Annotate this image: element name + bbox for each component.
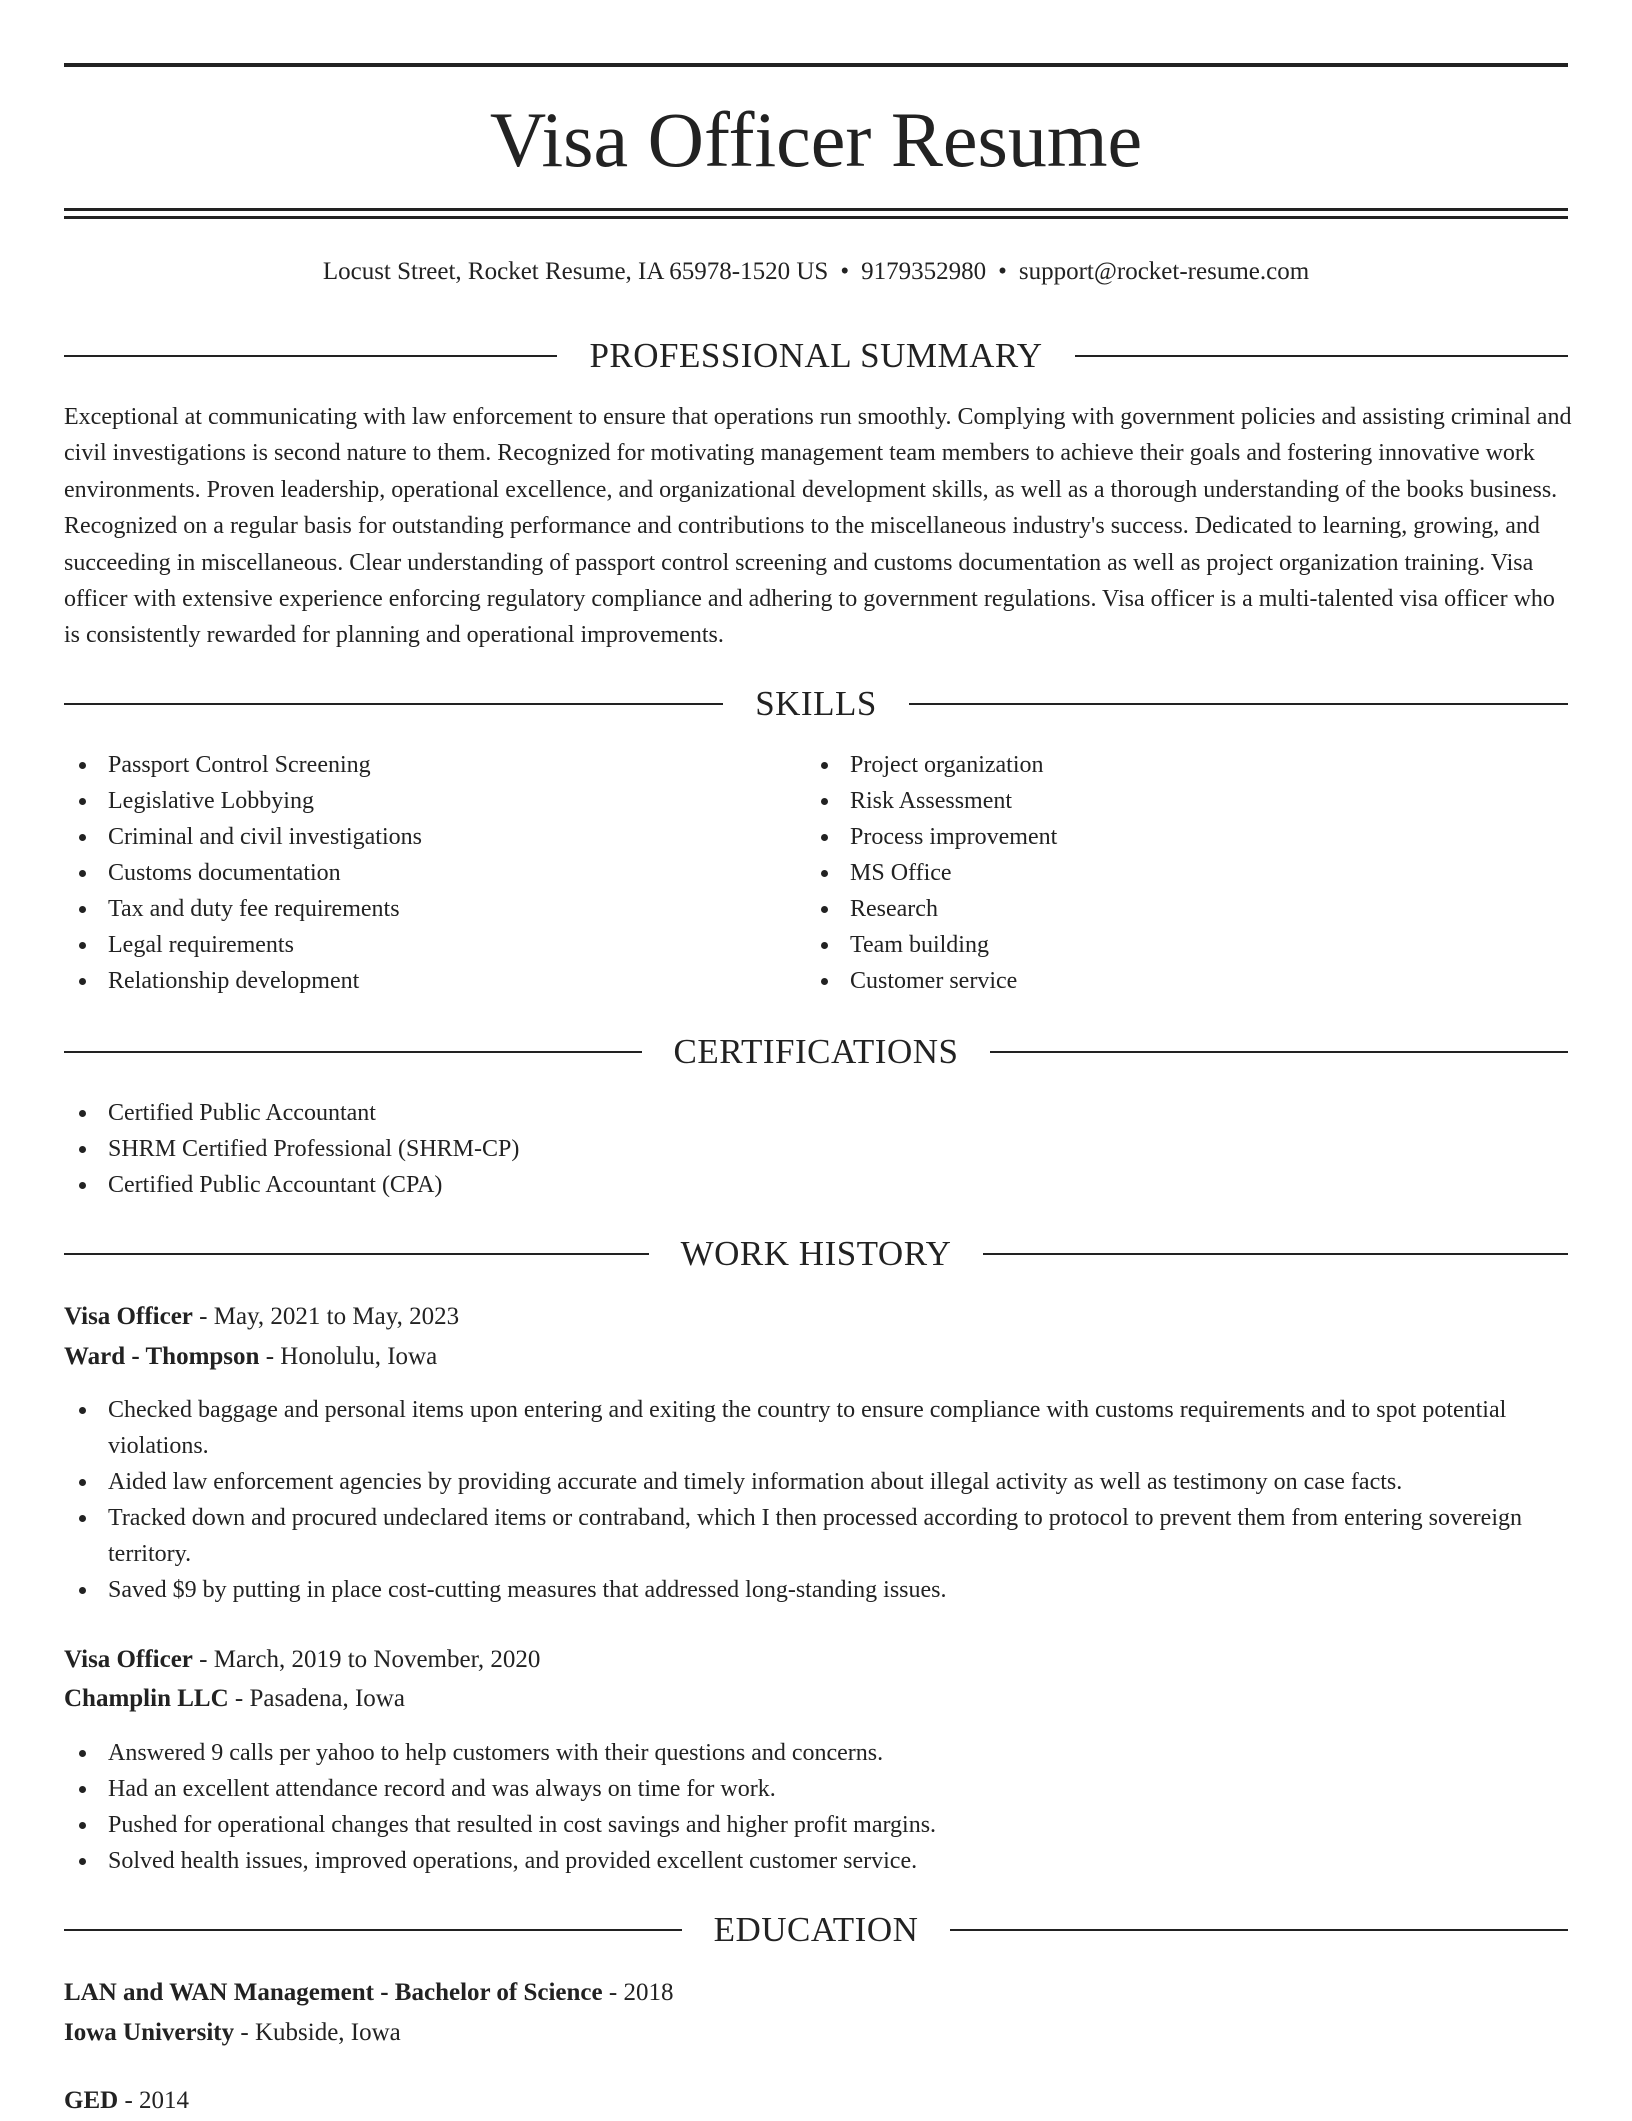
skill-item: Risk Assessment [806,783,1506,819]
job-duty-item: Pushed for operational changes that resulted in cost savings and higher profit margins. [64,1807,1574,1843]
skill-item: Relationship development [64,963,764,999]
contact-address: Locust Street, Rocket Resume, IA 65978-1520 US [322,258,829,285]
education-school: Iowa University [64,2019,235,2046]
job-duty-item: Saved $9 by putting in place cost-cutting measures that addressed long-standing issues. [64,1572,1574,1608]
education-year: - 2014 [118,2087,190,2114]
certification-item: Certified Public Accountant [64,1095,1464,1131]
skill-item: Legislative Lobbying [64,783,764,819]
job-location: - Pasadena, Iowa [228,1685,405,1712]
section-header-skills [64,679,1568,729]
section-title: EDUCATION [713,1910,919,1949]
certifications-list [64,1095,1464,1203]
contact-separator: • [840,258,850,285]
header-top-rule [64,63,1568,67]
job-title-line [64,1640,540,1680]
job-dates: - March, 2019 to November, 2020 [192,1646,541,1673]
certification-item: Certified Public Accountant (CPA) [64,1167,1464,1203]
section-rule [64,355,557,357]
job-title: Visa Officer [64,1646,193,1673]
section-rule [983,1253,1568,1255]
skill-item: Team building [806,927,1506,963]
skill-item: MS Office [806,855,1506,891]
section-rule [64,1929,682,1931]
section-title: SKILLS [755,684,877,723]
education-location: - Kubside, Iowa [234,2019,401,2046]
section-header-work-history [64,1229,1568,1279]
job-company: Champlin LLC [64,1685,229,1712]
section-rule [1075,355,1568,357]
skill-item: Project organization [806,747,1506,783]
section-title: PROFESSIONAL SUMMARY [589,336,1043,375]
skill-item: Customer service [806,963,1506,999]
resume-title: Visa Officer Resume [489,96,1143,183]
education-school-line [64,2013,401,2053]
section-title: WORK HISTORY [680,1234,952,1273]
job-title: Visa Officer [64,1303,193,1330]
job-title-line [64,1297,459,1337]
education-year: - 2018 [602,1979,674,2006]
skill-item: Criminal and civil investigations [64,819,764,855]
section-rule [64,1051,642,1053]
section-header-summary [64,331,1568,381]
job-duty-item: Answered 9 calls per yahoo to help customers with their questions and concerns. [64,1735,1574,1771]
job-company-line [64,1679,405,1719]
skills-list-left [64,747,764,999]
skill-item: Passport Control Screening [64,747,764,783]
job-location: - Honolulu, Iowa [259,1343,438,1370]
contact-line [0,255,1632,289]
summary-text: Exceptional at communicating with law enforcement to ensure that operations run smoothly. Complying with government policies and assisting criminal and civil investigations is second nature to them. Recognized for motivating management team members to achieve their goals and fostering innovative work environments. Proven leadership, operational excellence, and organizational development skills, as well as a thorough understanding of the books business. Recognized on a regular basis for outstanding performance and contributions to the miscellaneous industry's success. Dedicated to learning, growing, and succeeding in miscellaneous. Clear understanding of passport control screening and customs documentation as well as project organization training. Visa officer with extensive experience enforcing regulatory compliance and adhering to government regulations. Visa officer is a multi-talented visa officer who is consistently rewarded for planning and operational improvements. [64,404,1572,649]
skill-item: Process improvement [806,819,1506,855]
education-degree: GED [64,2087,119,2114]
section-header-certifications [64,1027,1568,1077]
job-duty-item: Had an excellent attendance record and was always on time for work. [64,1771,1574,1807]
section-rule [990,1051,1568,1053]
contact-email: support@rocket-resume.com [1018,258,1310,285]
education-degree: LAN and WAN Management - Bachelor of Science [64,1979,603,2006]
contact-phone: 9179352980 [861,258,987,285]
section-rule [64,1253,649,1255]
job-duty-item: Checked baggage and personal items upon entering and exiting the country to ensure compliance with customs requirements and to spot potential violations. [64,1392,1574,1464]
education-degree-line [64,1973,673,2013]
job-dates: - May, 2021 to May, 2023 [192,1303,460,1330]
job-duty-item: Solved health issues, improved operations, and provided excellent customer service. [64,1843,1574,1879]
certification-item: SHRM Certified Professional (SHRM-CP) [64,1131,1464,1167]
section-title: CERTIFICATIONS [673,1032,959,1071]
job-duties-list [64,1392,1574,1608]
section-header-education [64,1905,1568,1955]
education-degree-line [64,2081,189,2121]
job-duties-list [64,1735,1574,1879]
job-company: Ward - Thompson [64,1343,260,1370]
job-duty-item: Aided law enforcement agencies by providing accurate and timely information about illegal activity as well as testimony on case facts. [64,1464,1574,1500]
section-rule [950,1929,1568,1931]
job-company-line [64,1337,437,1377]
contact-separator: • [998,258,1007,285]
header-double-rule-bottom [64,216,1568,219]
skills-list-right [806,747,1506,999]
job-duty-item: Tracked down and procured undeclared items or contraband, which I then processed according to protocol to prevent them from entering sovereign territory. [64,1500,1574,1572]
skill-item: Customs documentation [64,855,764,891]
skill-item: Research [806,891,1506,927]
header-double-rule-top [64,208,1568,211]
skill-item: Tax and duty fee requirements [64,891,764,927]
section-rule [909,703,1568,705]
section-rule [64,703,723,705]
skill-item: Legal requirements [64,927,764,963]
